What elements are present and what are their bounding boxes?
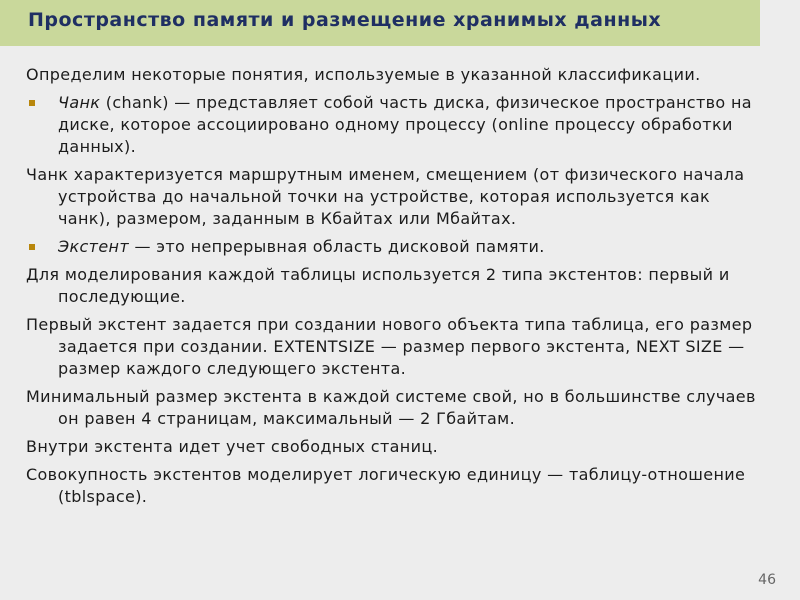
paragraph-free-pages: Внутри экстента идет учет свободных станиц.	[26, 437, 439, 456]
slide-content	[26, 64, 766, 514]
paragraph-intro: Определим некоторые понятия, используемые в указанной классификации.	[26, 65, 701, 84]
slide-title: Пространство памяти и размещение хранимых данных	[28, 9, 662, 31]
square-bullet-icon	[29, 100, 35, 106]
paragraph-chunk-properties: Чанк характеризуется маршрутным именем, смещением (от физического начала устройства до начальной точки на устройстве, которая используется как чанк), размером, заданным в Кбайтах или Мбайтах.	[26, 165, 745, 228]
bullet-item-extent	[26, 236, 766, 258]
paragraph-tblspace: Совокупность экстентов моделирует логическую единицу — таблицу-отношение (tblspace).	[26, 465, 746, 506]
bullet-text-chunk: (chank) — представляет собой часть диска, физическое пространство на диске, которое ассоциировано одному процессу (online процессу обработки данных).	[58, 93, 752, 156]
square-bullet-icon	[29, 244, 35, 250]
term-chunk: Чанк	[58, 93, 101, 112]
term-extent: Экстент	[58, 237, 130, 256]
page-number: 46	[758, 572, 776, 588]
paragraph-extent-size: Минимальный размер экстента в каждой системе свой, но в большинстве случаев он равен 4 страницам, максимальный — 2 Гбайтам.	[26, 387, 756, 428]
paragraph-extent-types: Для моделирования каждой таблицы используется 2 типа экстентов: первый и последующие.	[26, 265, 730, 306]
bullet-item-chunk	[26, 92, 766, 158]
bullet-text-extent: — это непрерывная область дисковой памяти.	[129, 237, 545, 256]
paragraph-first-extent: Первый экстент задается при создании нового объекта типа таблица, его размер задается при создании. EXTENTSIZE — размер первого экстента, NEXT SIZE — размер каждого следующего экстента.	[26, 315, 753, 378]
